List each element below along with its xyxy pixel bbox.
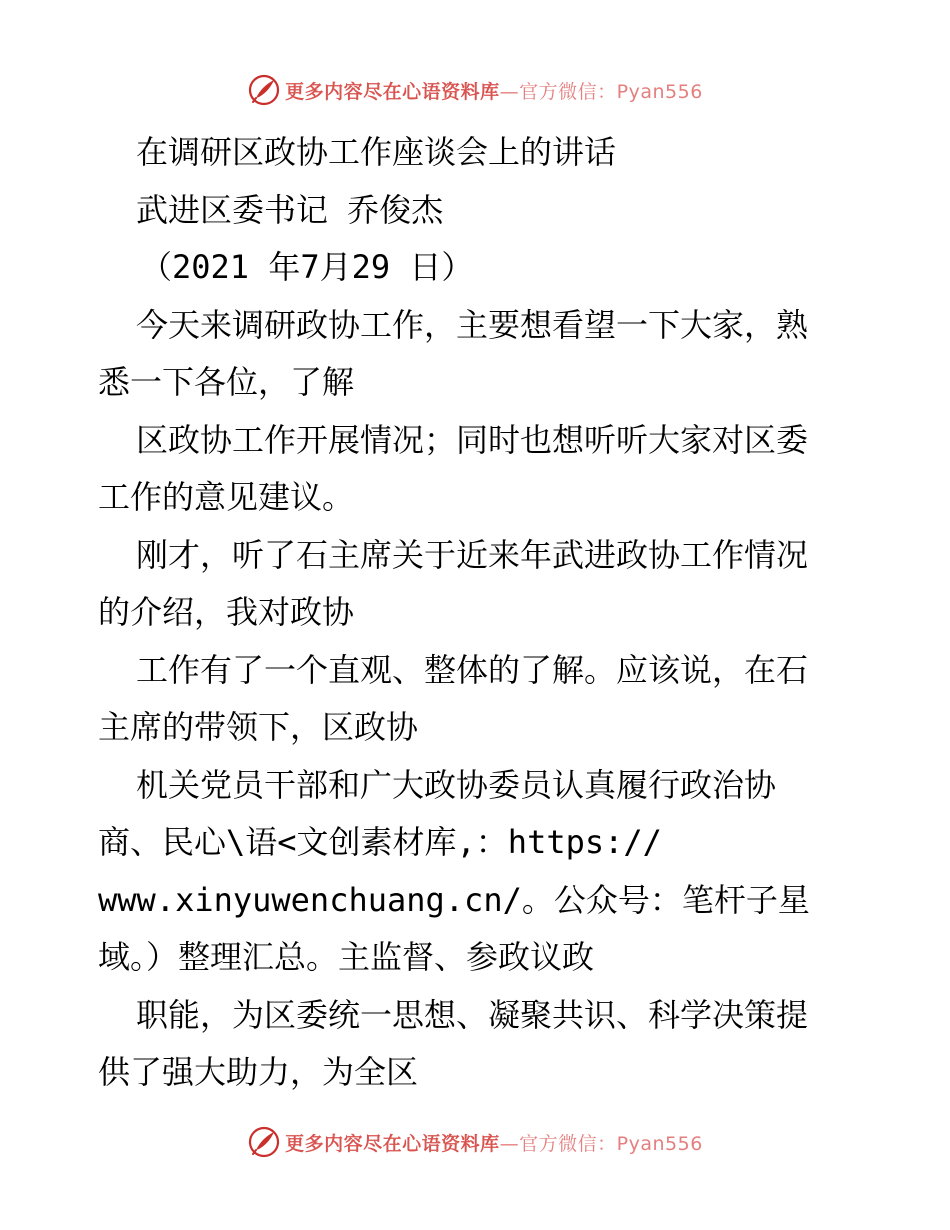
paragraph-line: 悉一下各位，了解 [98,363,355,401]
header-watermark-text: 更多内容尽在心语资料库—官方微信：Pyan556 [285,80,703,103]
paragraph-line: 的介绍，我对政协 [98,593,355,631]
paragraph-line: 域。）整理汇总。主监督、参政议政 [98,938,595,976]
paragraph-line: 主席的带领下，区政协 [98,708,419,746]
feather-pen-logo-icon [247,73,281,107]
paragraph-line: 机关党员干部和广大政协委员认真履行政治协 [136,765,777,804]
paragraph-line: 商、民心\语<文创素材库,：https:// [98,823,662,861]
paragraph-line: 刚才，听了石主席关于近来年武进政协工作情况 [136,535,809,574]
document-body [98,124,868,1102]
paragraph-line: 工作的意见建议。 [98,478,355,516]
feather-pen-logo-icon [247,1125,281,1159]
footer-watermark-banner [0,1122,950,1162]
paragraph-line: www.xinyuwenchuang.cn/。公众号：笔杆子星 [98,880,810,919]
date-line: （2021 年7月29 日） [140,248,474,286]
paragraph-line: 供了强大助力，为全区 [98,1053,419,1091]
paragraph-line: 今天来调研政协工作，主要想看望一下大家，熟 [136,305,809,344]
document-title: 在调研区政协工作座谈会上的讲话 [136,133,617,171]
footer-watermark-text: 更多内容尽在心语资料库—官方微信：Pyan556 [285,1132,703,1155]
paragraph-line: 职能，为区委统一思想、凝聚共识、科学决策提 [136,995,809,1034]
speaker-line: 武进区委书记 乔俊杰 [136,190,444,229]
paragraph-line: 工作有了一个直观、整体的了解。应该说，在石 [136,650,809,689]
paragraph-line: 区政协工作开展情况；同时也想听听大家对区委 [136,420,809,459]
header-watermark-banner [0,70,950,110]
